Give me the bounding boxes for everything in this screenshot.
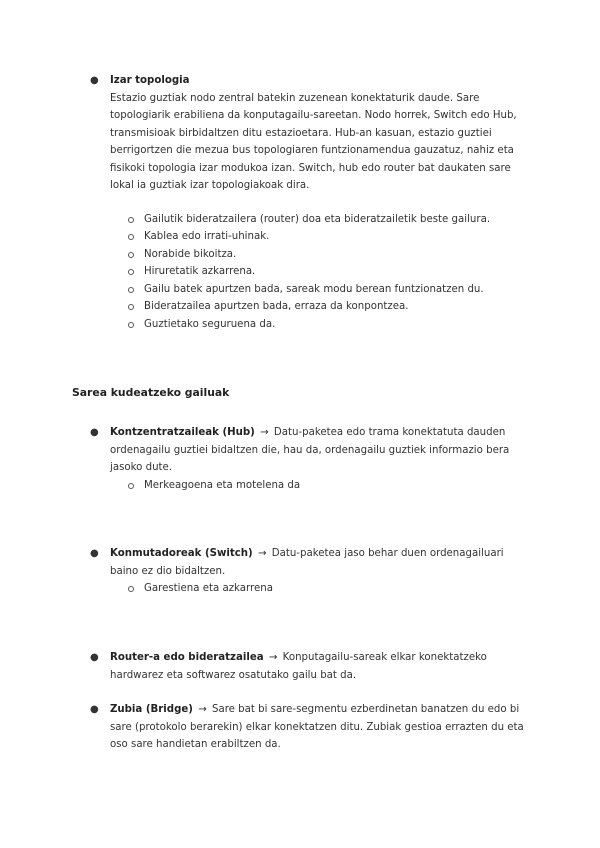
circle-bullet-icon (128, 304, 134, 310)
bridge-item (90, 701, 535, 754)
switch-body: Datu-paketea jaso behar duen ordenagailuari baino ez dio bidaltzen. (110, 548, 504, 577)
arrow-icon: → (268, 652, 278, 663)
arrow-icon: → (260, 427, 269, 438)
router-title: Router-a edo bideratzailea (110, 652, 264, 663)
arrow-icon: → (198, 704, 207, 715)
section-heading: Sarea kudeatzeko gailuak (72, 386, 230, 399)
list-item: Kablea edo irrati-uhinak. (90, 228, 535, 246)
star-topology-item (90, 72, 535, 195)
list-item: Norabide bikoitza. (90, 246, 535, 264)
circle-bullet-icon (128, 322, 134, 328)
switch-item (90, 545, 535, 580)
circle-bullet-icon (128, 217, 134, 223)
circle-bullet-icon (128, 287, 134, 293)
hub-title: Kontzentratzaileak (Hub) (110, 427, 255, 438)
circle-bullet-icon (128, 483, 134, 489)
bullet-icon: ● (90, 652, 99, 663)
circle-bullet-icon (128, 586, 134, 592)
router-body: Konputagailu-sareak elkar konektatzeko hardwarez eta softwarez osatutako gailu bat da. (110, 652, 487, 681)
switch-notes (90, 580, 535, 598)
list-item: Gailutik bideratzailera (router) doa eta bideratzailetik beste gailura. (90, 211, 535, 229)
star-topology-title: Izar topologia (110, 75, 190, 86)
list-item: Garestiena eta azkarrena (90, 580, 535, 598)
circle-bullet-icon (128, 269, 134, 275)
switch-section (90, 545, 535, 598)
hub-section (90, 424, 535, 494)
bullet-icon: ● (90, 427, 99, 438)
hub-body: Datu-paketea edo trama konektatuta dauden ordenagailu guztiei bidaltzen die, hau da, ordenagailu guztiek informazio bera jasoko dute. (110, 427, 510, 473)
bullet-icon: ● (90, 75, 99, 86)
bullet-icon: ● (90, 704, 99, 715)
list-item: Guztietako seguruena da. (90, 316, 535, 334)
list-item: Gailu batek apurtzen bada, sareak modu berean funtzionatzen du. (90, 281, 535, 299)
router-section (90, 649, 535, 684)
router-item (90, 649, 535, 684)
circle-bullet-icon (128, 234, 134, 240)
list-item: Merkeagoena eta motelena da (90, 477, 535, 495)
bridge-section (90, 701, 535, 754)
hub-notes (90, 477, 535, 495)
switch-title: Konmutadoreak (Switch) (110, 548, 253, 559)
circle-bullet-icon (128, 252, 134, 258)
star-topology-features (90, 211, 535, 334)
bridge-body: Sare bat bi sare-segmentu ezberdinetan banatzen du edo bi sare (protokolo berarekin) elkar konektatzen ditu. Zubiak gestioa errazten du eta oso sare handietan erabiltzen da. (110, 704, 524, 750)
list-item: Hiruretatik azkarrena. (90, 263, 535, 281)
list-item: Bideratzailea apurtzen bada, erraza da konpontzea. (90, 298, 535, 316)
bullet-icon: ● (90, 548, 99, 559)
star-topology-body: Estazio guztiak nodo zentral batekin zuzenean konektaturik daude. Sare topologiarik erabiliena da konputagailu-sareetan. Nodo horrek, Switch edo Hub, transmisioak birbidaltzen ditu estazioetara. Hub-an kasuan, estazio guztiei berrigortzen die mezua bus topologiaren funtzionamendua gauzatuz, nahiz eta fisikoki topologia izar modukoa izan. Switch, hub edo router bat daukaten sare lokal ia guztiak izar topologiakoak dira. (110, 92, 517, 191)
bridge-title: Zubia (Bridge) (110, 704, 193, 715)
arrow-icon: → (257, 548, 267, 559)
hub-item (90, 424, 535, 477)
star-topology-section (90, 72, 535, 334)
